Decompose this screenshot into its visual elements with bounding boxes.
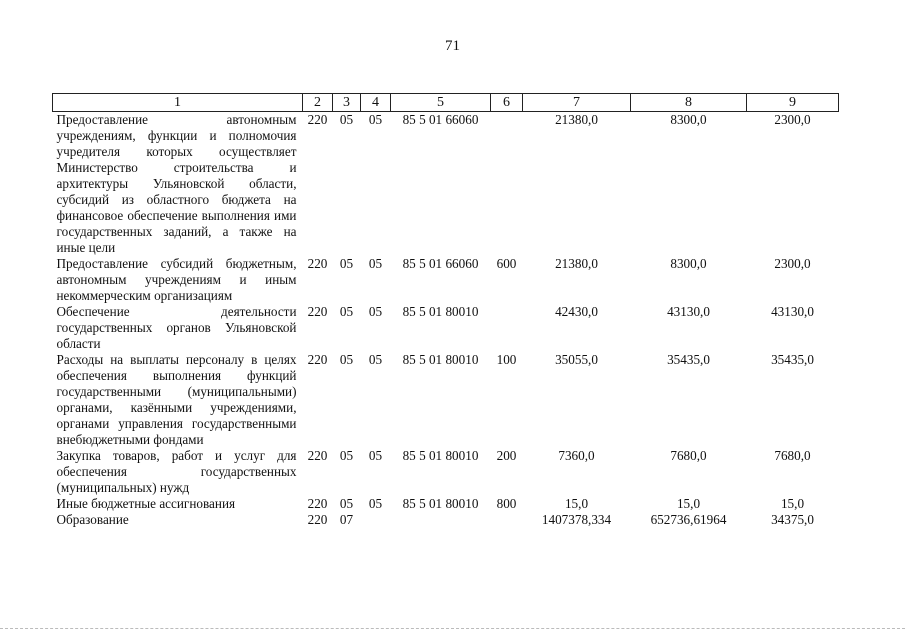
cell-amount-8: 7680,0 (670, 448, 707, 463)
cell-code-6: 200 (496, 448, 517, 463)
budget-table (52, 93, 839, 528)
table-row (53, 496, 839, 512)
table-row (53, 352, 839, 448)
cell-code-5: 85 5 01 80010 (402, 448, 479, 463)
cell-code-6 (491, 304, 523, 352)
cell-amount-9: 2300,0 (774, 112, 811, 127)
cell-code-4: 05 (368, 352, 383, 367)
cell-amount-7: 15,0 (564, 496, 589, 511)
cell-code-6: 600 (496, 256, 517, 271)
cell-code-2: 220 (307, 256, 328, 271)
cell-amount-8: 8300,0 (670, 256, 707, 271)
cell-code-3: 05 (339, 448, 354, 463)
cell-code-5: 85 5 01 80010 (402, 496, 479, 511)
cell-amount-7: 21380,0 (555, 112, 598, 127)
column-header: 1 (53, 94, 303, 112)
column-number-row (53, 94, 839, 112)
cell-amount-9: 15,0 (780, 496, 805, 511)
cell-amount-7: 42430,0 (555, 304, 598, 319)
row-name: Образование (56, 512, 129, 527)
cell-amount-8: 15,0 (676, 496, 701, 511)
cell-amount-9: 43130,0 (771, 304, 814, 319)
column-header: 4 (361, 94, 391, 112)
cell-code-6: 800 (496, 496, 517, 511)
cell-code-2: 220 (307, 512, 328, 527)
cell-code-2: 220 (307, 496, 328, 511)
cell-code-4 (361, 512, 391, 528)
column-header: 9 (747, 94, 839, 112)
cell-amount-8: 43130,0 (667, 304, 710, 319)
cell-amount-7: 7360,0 (558, 448, 595, 463)
row-name: Иные бюджетные ассигнования (56, 496, 236, 511)
cell-code-3: 05 (339, 496, 354, 511)
cell-code-6 (491, 512, 523, 528)
cell-code-2: 220 (307, 304, 328, 319)
column-header: 7 (523, 94, 631, 112)
cell-code-5: 85 5 01 66060 (402, 256, 479, 271)
cell-amount-8: 8300,0 (670, 112, 707, 127)
cell-amount-9: 7680,0 (774, 448, 811, 463)
column-header: 2 (303, 94, 333, 112)
cell-code-3: 05 (339, 112, 354, 127)
cell-amount-9: 2300,0 (774, 256, 811, 271)
page-number: 71 (445, 38, 460, 54)
row-name: Предоставление субсидий бюджетным, автономным учреждениям и иным некоммерческим организациям (56, 256, 297, 303)
cell-code-5: 85 5 01 66060 (402, 112, 479, 127)
cell-code-6: 100 (496, 352, 517, 367)
cell-code-4: 05 (368, 448, 383, 463)
row-name: Расходы на выплаты персоналу в целях обеспечения выполнения функций государственными (муниципальными) органами, казёнными учреждениями, органами управления государственными внебюджетными фондами (56, 352, 297, 447)
table-row (53, 256, 839, 304)
column-header: 5 (391, 94, 491, 112)
cell-code-4: 05 (368, 496, 383, 511)
cell-amount-9: 34375,0 (771, 512, 814, 527)
cell-amount-7: 21380,0 (555, 256, 598, 271)
cell-amount-7: 35055,0 (555, 352, 598, 367)
cell-code-3: 05 (339, 304, 354, 319)
cell-amount-8: 652736,61964 (650, 512, 727, 527)
cell-code-6 (491, 112, 523, 257)
cell-code-5: 85 5 01 80010 (402, 304, 479, 319)
cell-amount-8: 35435,0 (667, 352, 710, 367)
table-row (53, 304, 839, 352)
cell-amount-7: 1407378,334 (541, 512, 612, 527)
cell-code-5 (391, 512, 491, 528)
row-name: Обеспечение деятельности государственных органов Ульяновской области (56, 304, 297, 351)
column-header: 3 (333, 94, 361, 112)
cell-code-2: 220 (307, 448, 328, 463)
column-header: 6 (491, 94, 523, 112)
table-row (53, 512, 839, 528)
table-row (53, 448, 839, 496)
cell-code-2: 220 (307, 112, 328, 127)
cell-code-4: 05 (368, 256, 383, 271)
cell-code-3: 05 (339, 352, 354, 367)
cell-code-5: 85 5 01 80010 (402, 352, 479, 367)
page-bottom-edge (0, 628, 905, 629)
column-header: 8 (631, 94, 747, 112)
table-row (53, 112, 839, 257)
cell-code-4: 05 (368, 304, 383, 319)
cell-code-3: 07 (339, 512, 354, 527)
row-name: Предоставление автономным учреждениям, функции и полномочия учредителя которых осуществляет Министерство строительства и архитектуры Ульяновской области, субсидий из областного бюджета на финансовое обеспечение выполнения ими государственных заданий, а также на иные цели (56, 112, 297, 255)
cell-code-2: 220 (307, 352, 328, 367)
cell-code-4: 05 (368, 112, 383, 127)
cell-code-3: 05 (339, 256, 354, 271)
cell-amount-9: 35435,0 (771, 352, 814, 367)
row-name: Закупка товаров, работ и услуг для обеспечения государственных (муниципальных) нужд (56, 448, 297, 495)
